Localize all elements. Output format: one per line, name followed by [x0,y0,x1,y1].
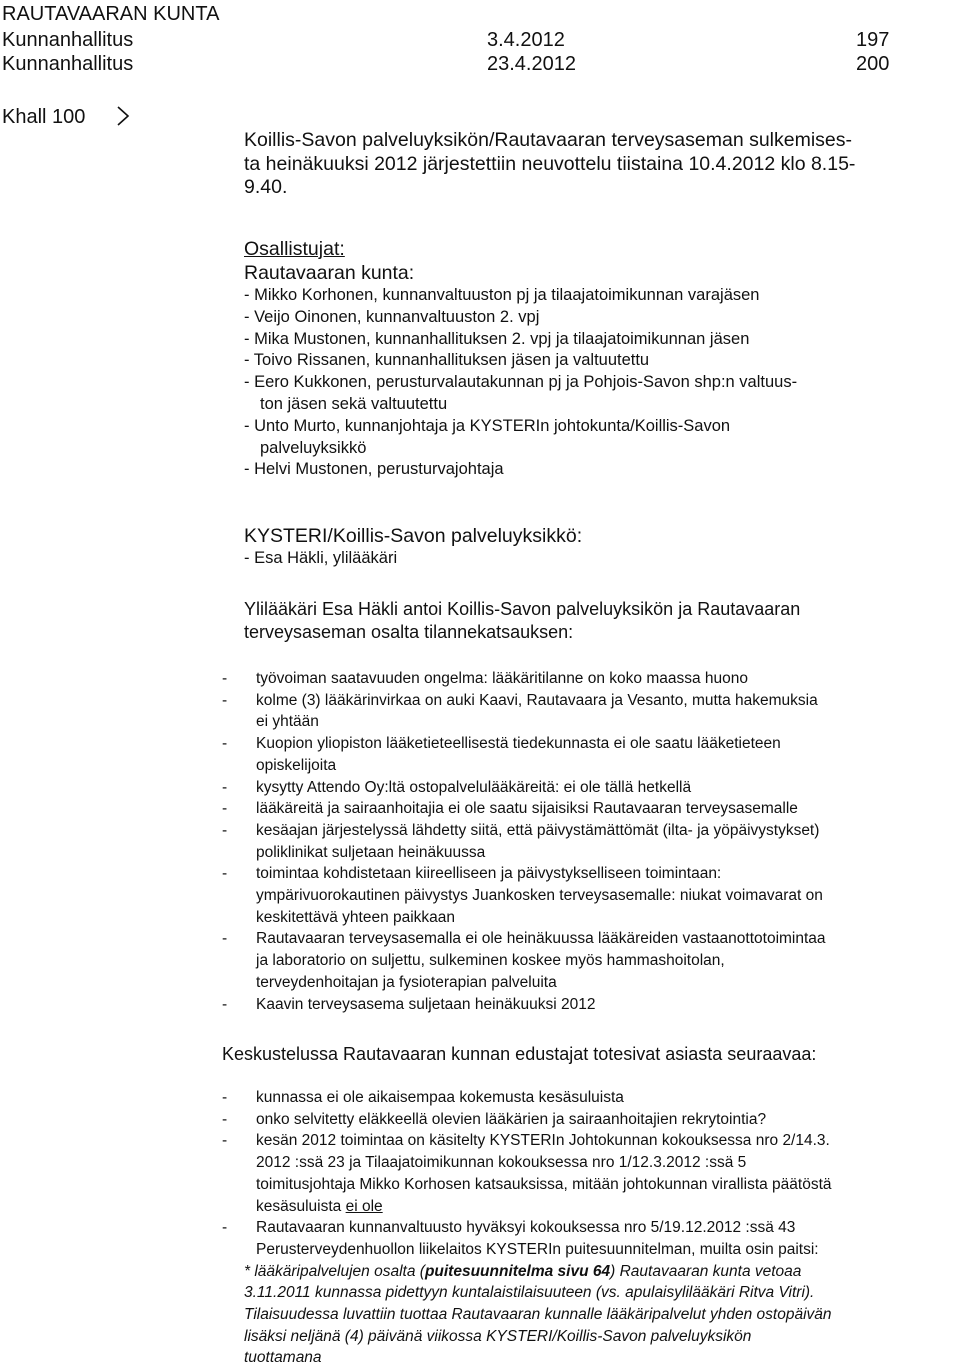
participants-section [244,237,944,481]
list-item: - Rautavaaran terveysasemalla ei ole heinäkuussa lääkäreiden vastaanottotoimintaa ja laboratorio on suljettu, sulkeminen koskee myös hammashoitolan, terveydenhoitajan ja fysioterapian palveluita [222,930,826,991]
participant: - Toivo Rissanen, kunnanhallituksen jäsen ja valtuutettu [244,351,650,370]
participant-cont: palveluyksikkö [260,438,367,457]
list-item: - työvoiman saatavuuden ongelma: lääkäritilanne on koko maassa huono [222,670,749,687]
header-date-1: 3.4.2012 [487,29,565,51]
participant: - Mikko Korhonen, kunnanvaltuuston pj ja tilaajatoimikunnan varajäsen [244,286,760,304]
list-item: - kunnassa ei ole aikaisempaa kokemusta kesäsuluista [222,1089,624,1106]
list-item: - Kaavin terveysasema suljetaan heinäkuuksi 2012 [222,995,596,1013]
intro-line: terveysaseman osalta tilannekatsauksen: [244,622,574,642]
intro-line: Ylilääkäri Esa Häkli antoi Koillis-Savon palveluyksikön ja Rautavaaran [244,599,801,619]
case-id: Khall 100 [2,106,86,128]
list-item: - toimintaa kohdistetaan kiireelliseen ja päivystykselliseen toimintaan: ympärivuorokautinen päivystys Juankosken terveysasemalle: niukat voimavarat on keskitettävä yhteen paikkaan [222,865,823,926]
participant: - Helvi Mustonen, perusturvajohtaja [244,460,504,479]
intro-text [244,598,944,644]
arrow-marker-icon [116,106,130,126]
list-item: - kysytty Attendo Oy:ltä ostopalvelulääkäreitä: ei ole tällä hetkellä [222,778,692,796]
underlined-text: ei ole [345,1197,383,1215]
title-line: ta heinäkuuksi 2012 järjestettiin neuvottelu tiistaina 10.4.2012 klo 8.15- [244,152,856,175]
list-item: - onko selvitetty eläkkeellä olevien lääkärien ja sairaanhoitajien rekrytointia? [222,1110,767,1128]
list-item: - Kuopion yliopiston lääketieteellisestä tiedekunnasta ei ole saatu lääketieteen opiskelijoita [222,735,781,774]
title-line: 9.40. [244,176,288,198]
list-item: - kesän 2012 toimintaa on käsitelty KYSTERIn Johtokunnan kokouksessa nro 2/14.3. 2012 :ssä 23 ja Tilaajatoimikunnan kokouksessa nro 1/12.3.2012 :ssä 5 toimitusjohtaja Mikko Korhosen katsauksissa, mitään johtokunnan virallista päätöstä kesäsuluista ei ole [222,1132,832,1215]
case-title [244,129,944,200]
title-line: Koillis-Savon palveluyksikön/Rautavaaran terveysaseman sulkemises- [244,129,853,151]
group2-section [244,524,944,570]
list-item: - lääkäreitä ja sairaanhoitajia ei ole saatu sijaisiksi Rautavaaran terveysasemalle [222,800,798,818]
header-body-1: Kunnanhallitus [2,29,134,51]
quote-block: * lääkäripalvelujen osalta (puitesuunnitelma sivu 64) Rautavaaran kunta vetoaa 3.11.2011 kunnassa pidettyyn kuntalaistilaisuuteen (vs. apulaisylilääkäri Ritva Vitri). Tilaisuudessa luvattiin tuottaa Rautavaaran kunnalle lääkäripalvelut yhden ostopäivän lisäksi neljänä (4) päivänä viikossa KYSTERI/Koillis-Savon palveluyksikön tuottamana [244,1262,832,1367]
status-list [222,668,952,1015]
participant: - Unto Murto, kunnanjohtaja ja KYSTERIn johtokunta/Koillis-Savon [244,416,731,435]
org-name: RAUTAVAARAN KUNTA [2,3,220,25]
quote-bold: puitesuunnitelma sivu 64 [424,1262,611,1280]
participants-heading: Osallistujat: [244,238,345,260]
list-item: - Rautavaaran kunnanvaltuusto hyväksyi kokouksessa nro 5/19.12.2012 :ssä 43 Perusterveydenhuollon liikelaitos KYSTERIn puitesuunnitelman, muilta osin paitsi: [222,1219,819,1258]
header-body-2: Kunnanhallitus [2,53,134,75]
list-item: - kolme (3) lääkärinvirkaa on auki Kaavi, Rautavaara ja Vesanto, mutta hakemuksia ei yhtään [222,691,818,731]
participant-cont: ton jäsen sekä valtuutettu [260,394,448,413]
participant: - Mika Mustonen, kunnanhallituksen 2. vpj ja tilaajatoimikunnan jäsen [244,329,750,348]
header-page-1: 197 [856,29,890,51]
discussion-heading: Keskustelussa Rautavaaran kunnan edustajat totesivat asiasta seuraavaa: [222,1044,817,1064]
participant: - Veijo Oinonen, kunnanvaltuuston 2. vpj [244,307,540,326]
participant: - Esa Häkli, ylilääkäri [244,549,398,567]
list-item: - kesäajan järjestelyssä lähdetty siitä, että päivystämättömät (ilta- ja yöpäivystykset) poliklinikat suljetaan heinäkuussa [222,821,820,861]
header-page-2: 200 [856,53,890,75]
participant: - Eero Kukkonen, perusturvalautakunnan pj ja Pohjois-Savon shp:n valtuus- [244,373,798,392]
group1-title: Rautavaaran kunta: [244,262,415,284]
group2-title: KYSTERI/Koillis-Savon palveluyksikkö: [244,525,583,547]
header-date-2: 23.4.2012 [487,53,576,75]
discussion-list [222,1087,952,1369]
